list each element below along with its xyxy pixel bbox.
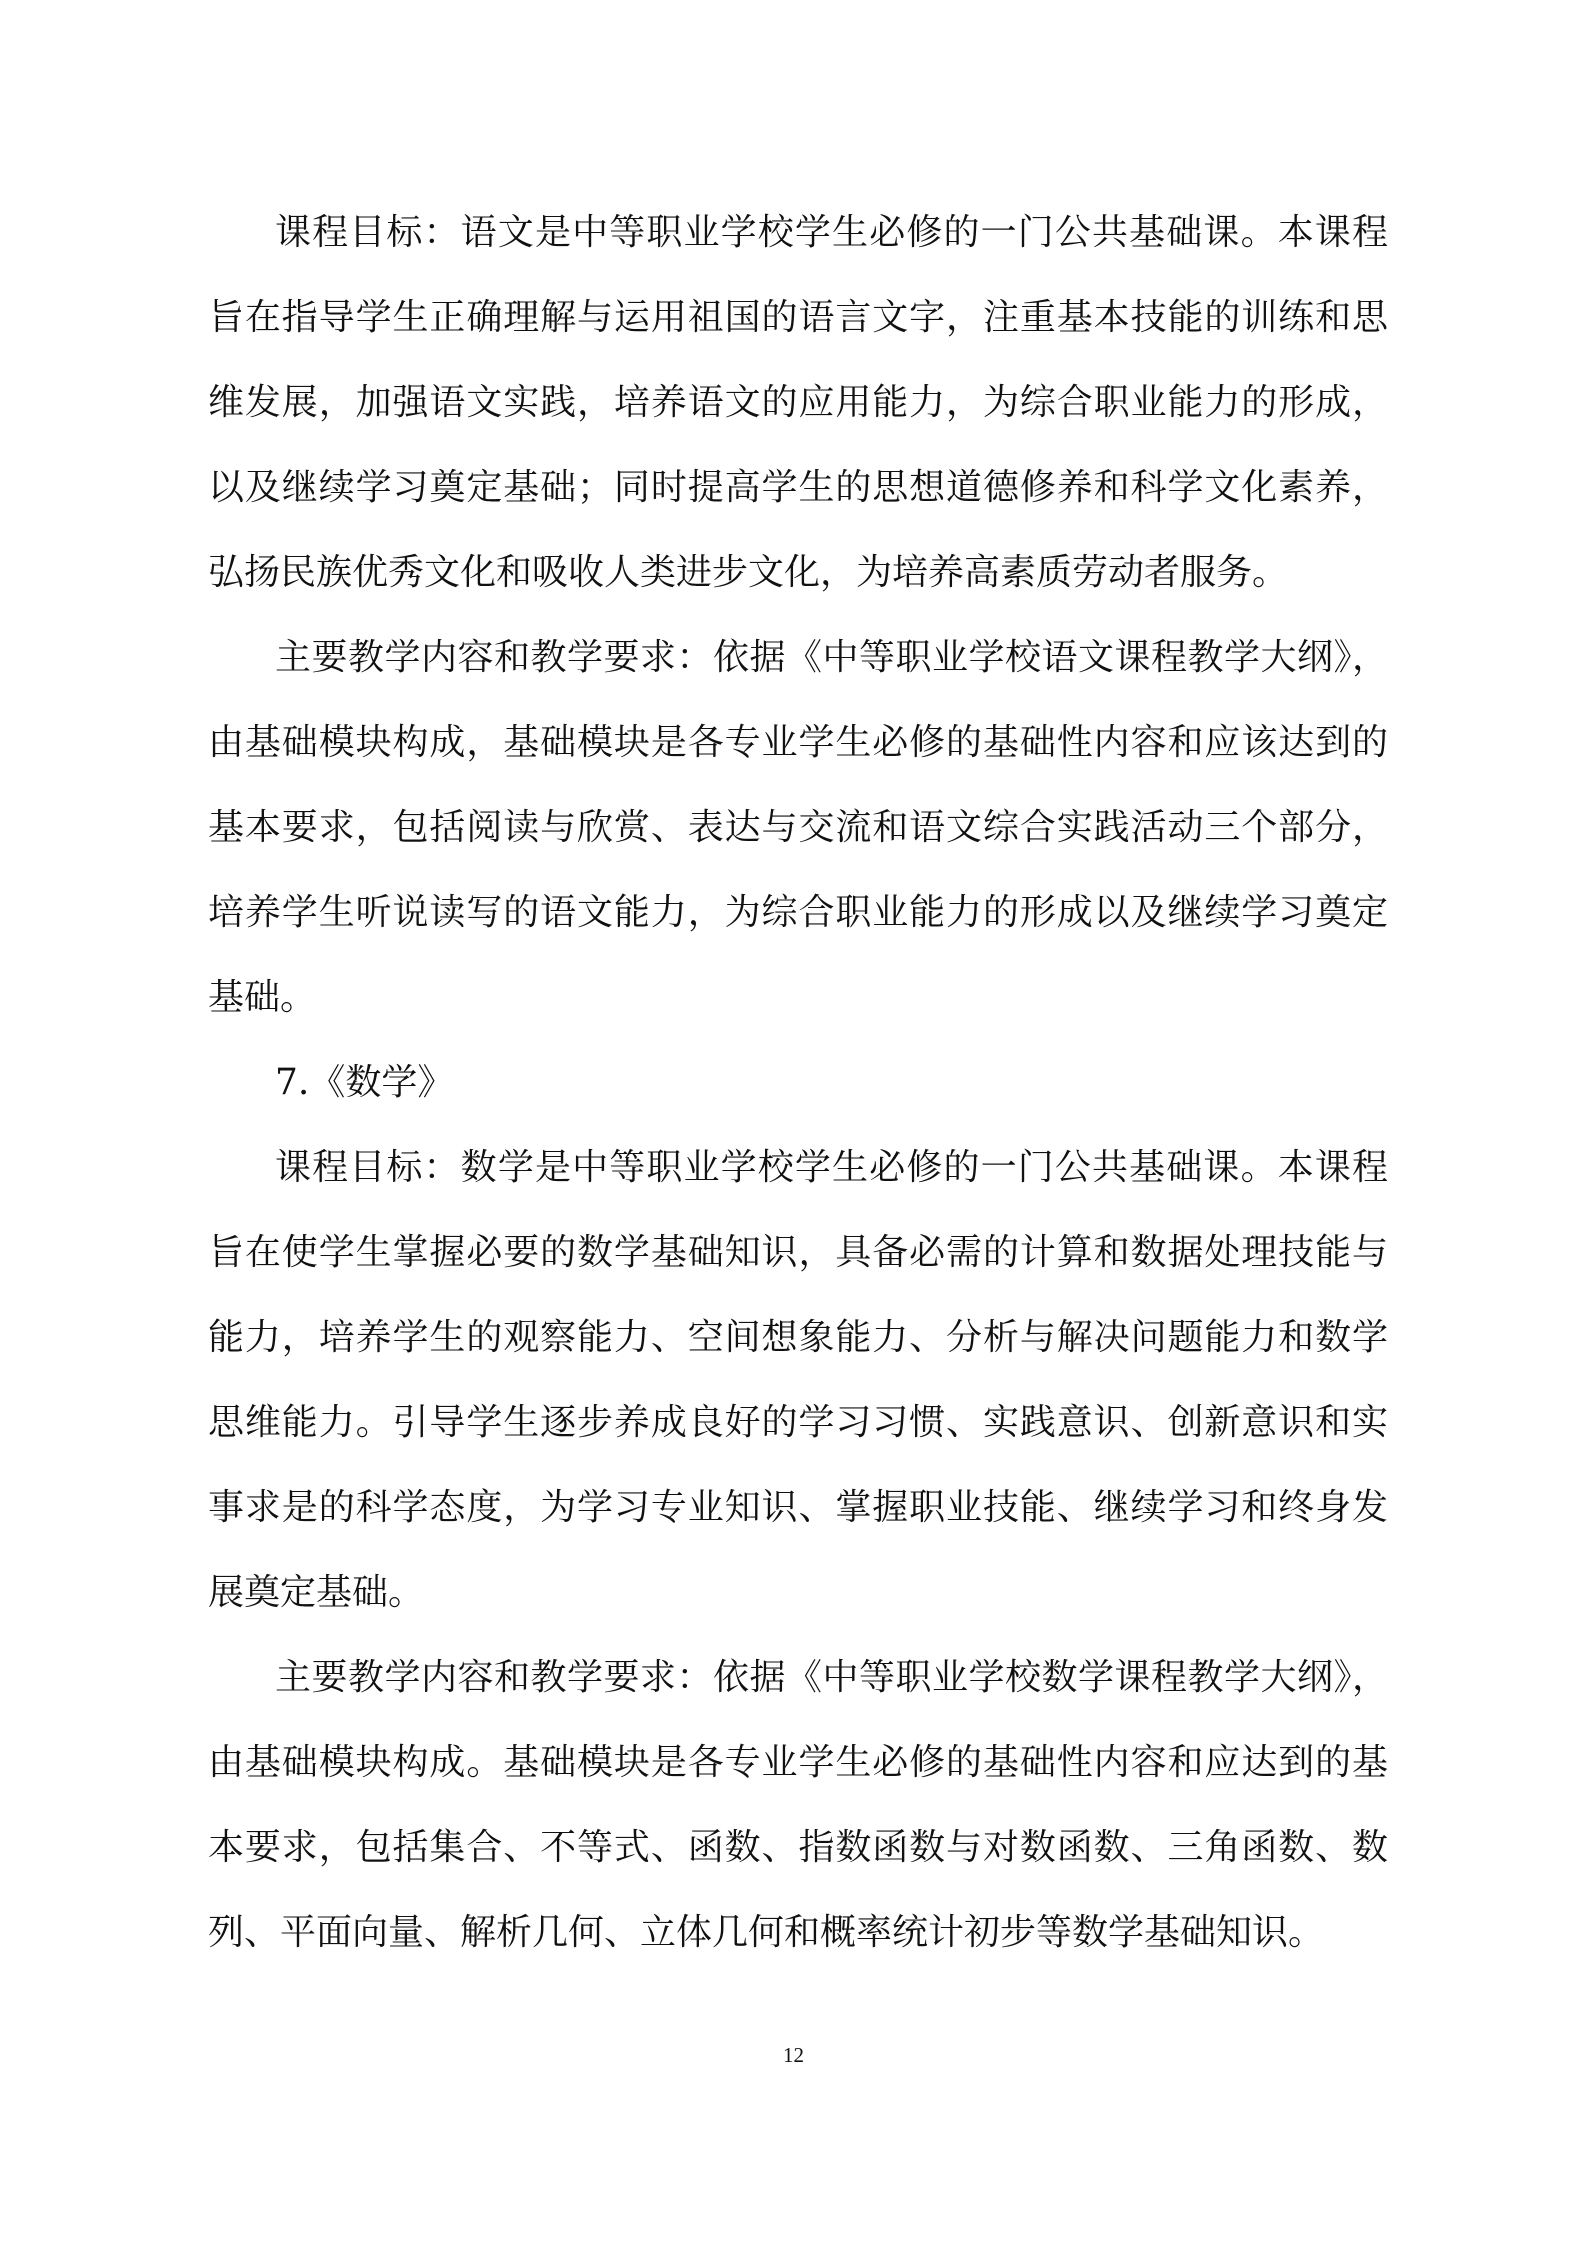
paragraph-4-line-1: 主要教学内容和教学要求：依据《中等职业学校数学课程教学大纲》， — [275, 1657, 1388, 1698]
paragraph-1-line-5: 弘扬民族优秀文化和吸收人类进步文化，为培养高素质劳动者服务。 — [208, 552, 1289, 593]
paragraph-1-line-2: 旨在指导学生正确理解与运用祖国的语言文字，注重基本技能的训练和思 — [208, 297, 1388, 338]
paragraph-2-line-1: 主要教学内容和教学要求：依据《中等职业学校语文课程教学大纲》， — [275, 637, 1388, 678]
paragraph-4-line-3: 本要求，包括集合、不等式、函数、指数函数与对数函数、三角函数、数 — [208, 1827, 1388, 1868]
paragraph-3-line-1: 课程目标：数学是中等职业学校学生必修的一门公共基础课。本课程 — [275, 1147, 1388, 1188]
page-number: 12 — [783, 2043, 804, 2067]
section-heading-math: 7.《数学》 — [275, 1062, 454, 1103]
paragraph-3-line-3: 能力，培养学生的观察能力、空间想象能力、分析与解决问题能力和数学 — [208, 1317, 1388, 1358]
paragraph-3-line-6: 展奠定基础。 — [208, 1572, 425, 1613]
paragraph-4-line-4: 列、平面向量、解析几何、立体几何和概率统计初步等数学基础知识。 — [208, 1912, 1325, 1953]
paragraph-2-line-5: 基础。 — [208, 977, 317, 1018]
paragraph-1-line-4: 以及继续学习奠定基础；同时提高学生的思想道德修养和科学文化素养， — [208, 467, 1388, 508]
paragraph-2-line-2: 由基础模块构成，基础模块是各专业学生必修的基础性内容和应该达到的 — [208, 722, 1388, 763]
paragraph-3-line-2: 旨在使学生掌握必要的数学基础知识，具备必需的计算和数据处理技能与 — [208, 1232, 1388, 1273]
paragraph-2-line-3: 基本要求，包括阅读与欣赏、表达与交流和语文综合实践活动三个部分， — [208, 807, 1388, 848]
paragraph-1-line-1: 课程目标：语文是中等职业学校学生必修的一门公共基础课。本课程 — [275, 212, 1388, 253]
paragraph-2-line-4: 培养学生听说读写的语文能力，为综合职业能力的形成以及继续学习奠定 — [208, 892, 1388, 933]
paragraph-4-line-2: 由基础模块构成。基础模块是各专业学生必修的基础性内容和应达到的基 — [208, 1742, 1388, 1783]
paragraph-1-line-3: 维发展，加强语文实践，培养语文的应用能力，为综合职业能力的形成， — [208, 382, 1388, 423]
paragraph-3-line-5: 事求是的科学态度，为学习专业知识、掌握职业技能、继续学习和终身发 — [208, 1487, 1388, 1528]
paragraph-3-line-4: 思维能力。引导学生逐步养成良好的学习习惯、实践意识、创新意识和实 — [208, 1402, 1388, 1443]
